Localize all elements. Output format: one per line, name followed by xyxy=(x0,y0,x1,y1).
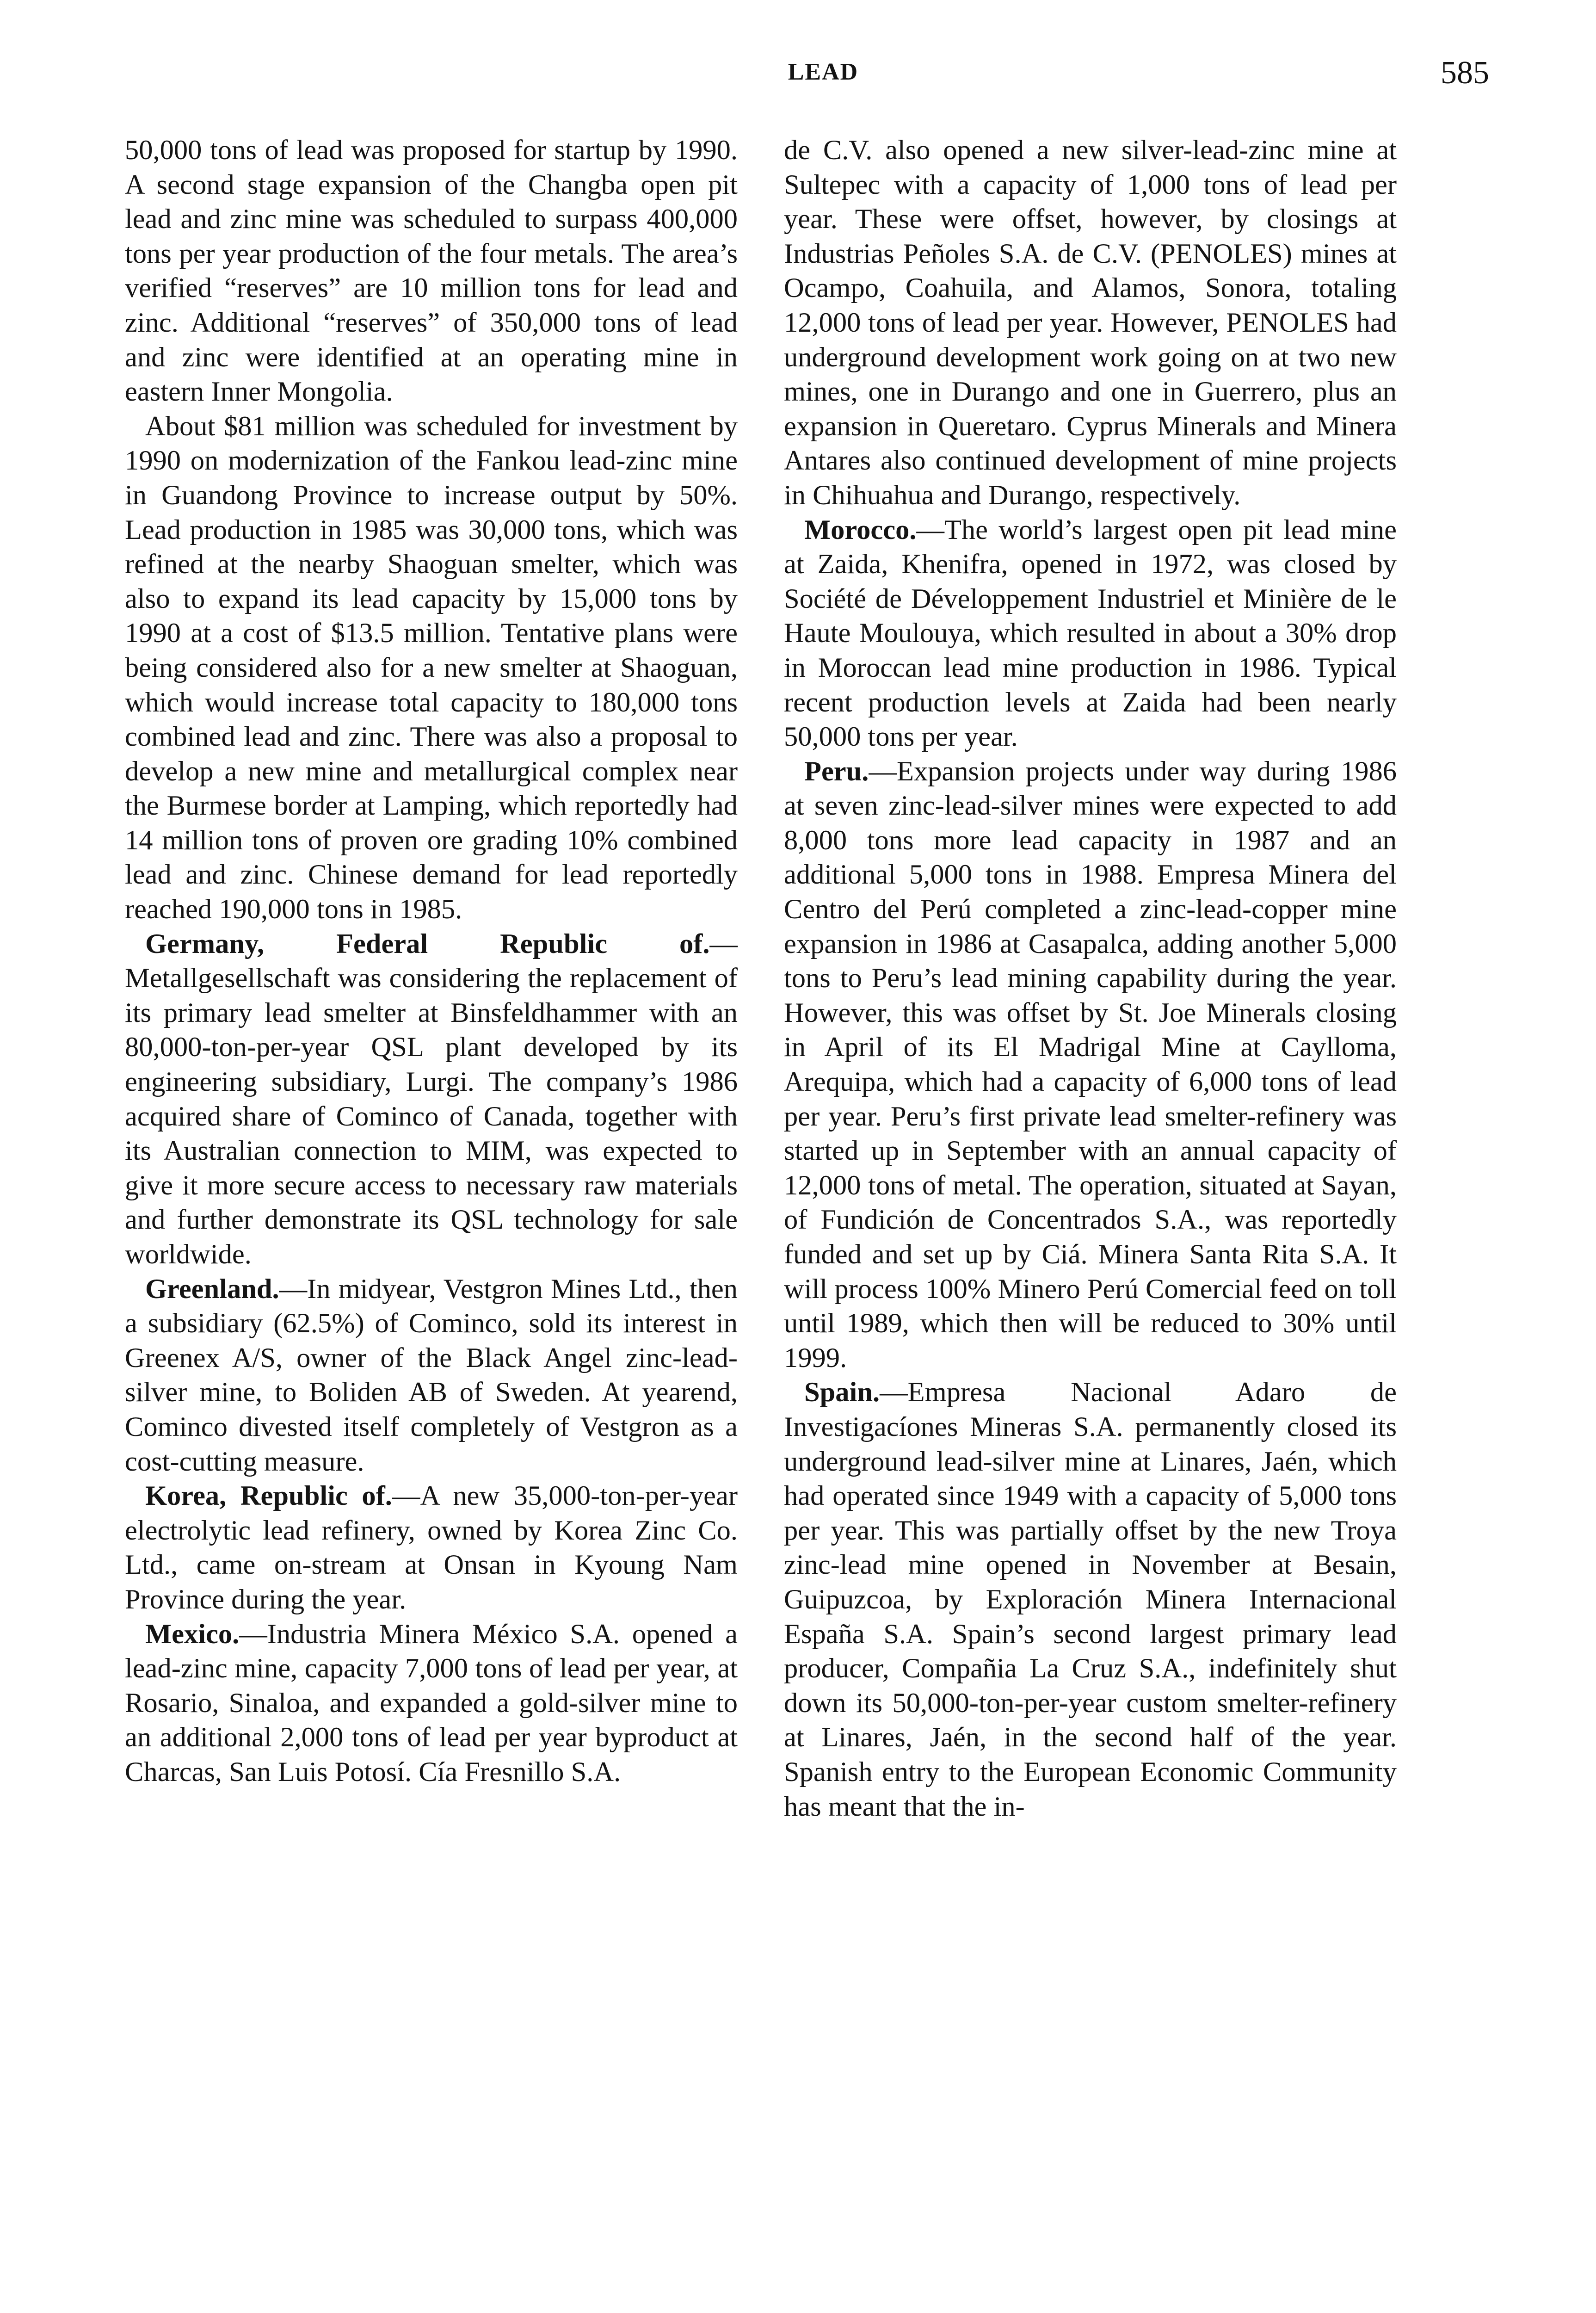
paragraph-germany-text: —Metallgesellschaft was considering the replacement of its primary lead smelter at Binsfeldhammer with an 80,000-ton-per-year QSL plant developed by its engineering subsidiary, Lurgi. The company’s 1986 acquired share of Cominco of Canada, together with its Australian connection to MIM, was expected to give it more secure access to necessary raw materials and further demonstrate its QSL technology for sale worldwide. xyxy=(125,928,738,1270)
paragraph-korea-text: —A new 35,000-ton-per-year electrolytic lead refinery, owned by Korea Zinc Co. Ltd., came on-stream at Onsan in Kyoung Nam Province during the year. xyxy=(125,1480,738,1615)
country-heading-spain: Spain. xyxy=(804,1377,880,1408)
paragraph-morocco-text: —The world’s largest open pit lead mine at Zaida, Khenifra, opened in 1972, was closed by Société de Développement Industriel et Minière de le Haute Moulouya, which resulted in about a 30% drop in Moroccan lead mine production in 1986. Typical recent production levels at Zaida had been nearly 50,000 tons per year. xyxy=(784,514,1397,753)
left-column xyxy=(125,133,738,1790)
page-number: 585 xyxy=(1441,55,1489,91)
country-heading-mexico: Mexico. xyxy=(145,1618,240,1650)
paragraph-peru xyxy=(784,755,1397,1376)
country-heading-morocco: Morocco. xyxy=(804,514,917,545)
paragraph-mexico-text: —Industria Minera México S.A. opened a lead-zinc mine, capacity 7,000 tons of lead per year, at Rosario, Sinaloa, and expanded a gold-silver mine to an additional 2,000 tons of lead per year byproduct at Charcas, San Luis Potosí. Cía Fresnillo S.A. xyxy=(125,1618,738,1787)
right-column xyxy=(784,133,1397,1824)
paragraph-greenland xyxy=(125,1272,738,1479)
paragraph-mexico xyxy=(125,1617,738,1790)
country-heading-greenland: Greenland. xyxy=(145,1273,279,1305)
paragraph-korea xyxy=(125,1479,738,1617)
running-header xyxy=(125,55,1596,96)
paragraph-fankou: About $81 million was scheduled for investment by 1990 on modernization of the Fankou lead-zinc mine in Guandong Province to increase output by 50%. Lead production in 1985 was 30,000 tons, which was refined at the nearby Shaoguan smelter, which was also to expand its lead capacity by 15,000 tons by 1990 at a cost of $13.5 million. Tentative plans were being considered also for a new smelter at Shaoguan, which would increase total capacity to 180,000 tons combined lead and zinc. There was also a proposal to develop a new mine and metallurgical complex near the Burmese border at Lamping, which reportedly had 14 million tons of proven ore grading 10% combined lead and zinc. Chinese demand for lead reportedly reached 190,000 tons in 1985. xyxy=(125,410,738,925)
paragraph-spain-text: —Empresa Nacional Adaro de Investigacíones Mineras S.A. permanently closed its underground lead-silver mine at Linares, Jaén, which had operated since 1949 with a capacity of 5,000 tons per year. This was partially offset by the new Troya zinc-lead mine opened in November at Besain, Guipuzcoa, by Exploración Minera Internacional España S.A. Spain’s second largest primary lead producer, Compañia La Cruz S.A., indefinitely shut down its 50,000-ton-per-year custom smelter-refinery at Linares, Jaén, in the second half of the year. Spanish entry to the European Economic Community has meant that the in- xyxy=(784,1377,1397,1822)
country-heading-peru: Peru. xyxy=(804,755,869,787)
country-heading-germany: Germany, Federal Republic of. xyxy=(145,928,710,959)
section-title: LEAD xyxy=(788,59,859,85)
paragraph-morocco xyxy=(784,513,1397,755)
paragraph-china-continued: 50,000 tons of lead was proposed for startup by 1990. A second stage expansion of the Changba open pit lead and zinc mine was scheduled to surpass 400,000 tons per year production of the four metals. The area’s verified “reserves” are 10 million tons for lead and zinc. Additional “reserves” of 350,000 tons of lead and zinc were identified at an operating mine in eastern Inner Mongolia. xyxy=(125,135,738,408)
paragraph-peru-text: —Expansion projects under way during 1986 at seven zinc-lead-silver mines were expected to add 8,000 tons more lead capacity in 1987 and an additional 5,000 tons in 1988. Empresa Minera del Centro del Perú completed a zinc-lead-copper mine expansion in 1986 at Casapalca, adding another 5,000 tons to Peru’s lead mining capability during the year. However, this was offset by St. Joe Minerals closing in April of its El Madrigal Mine at Caylloma, Arequipa, which had a capacity of 6,000 tons of lead per year. Peru’s first private lead smelter-refinery was started up in September with an annual capacity of 12,000 tons of metal. The operation, situated at Sayan, of Fundición de Concentrados S.A., was reportedly funded and set up by Ciá. Minera Santa Rita S.A. It will process 100% Minero Perú Comercial feed on toll until 1989, which then will be reduced to 30% until 1999. xyxy=(784,755,1397,1373)
paragraph-greenland-text: —In midyear, Vestgron Mines Ltd., then a subsidiary (62.5%) of Cominco, sold its interest in Greenex A/S, owner of the Black Angel zinc-lead-silver mine, to Boliden AB of Sweden. At yearend, Cominco divested itself completely of Vestgron as a cost-cutting measure. xyxy=(125,1273,738,1477)
country-heading-korea: Korea, Republic of. xyxy=(145,1480,392,1512)
paragraph-germany xyxy=(125,927,738,1272)
paragraph-mexico-continued: de C.V. also opened a new silver-lead-zinc mine at Sultepec with a capacity of 1,000 tons of lead per year. These were offset, however, by closings at Industrias Peñoles S.A. de C.V. (PENOLES) mines at Ocampo, Coahuila, and Alamos, Sonora, totaling 12,000 tons of lead per year. However, PENOLES had underground development work going on at two new mines, one in Durango and one in Guerrero, plus an expansion in Queretaro. Cyprus Minerals and Minera Antares also continued development of mine projects in Chihuahua and Durango, respectively. xyxy=(784,135,1397,511)
paragraph-spain xyxy=(784,1375,1397,1824)
